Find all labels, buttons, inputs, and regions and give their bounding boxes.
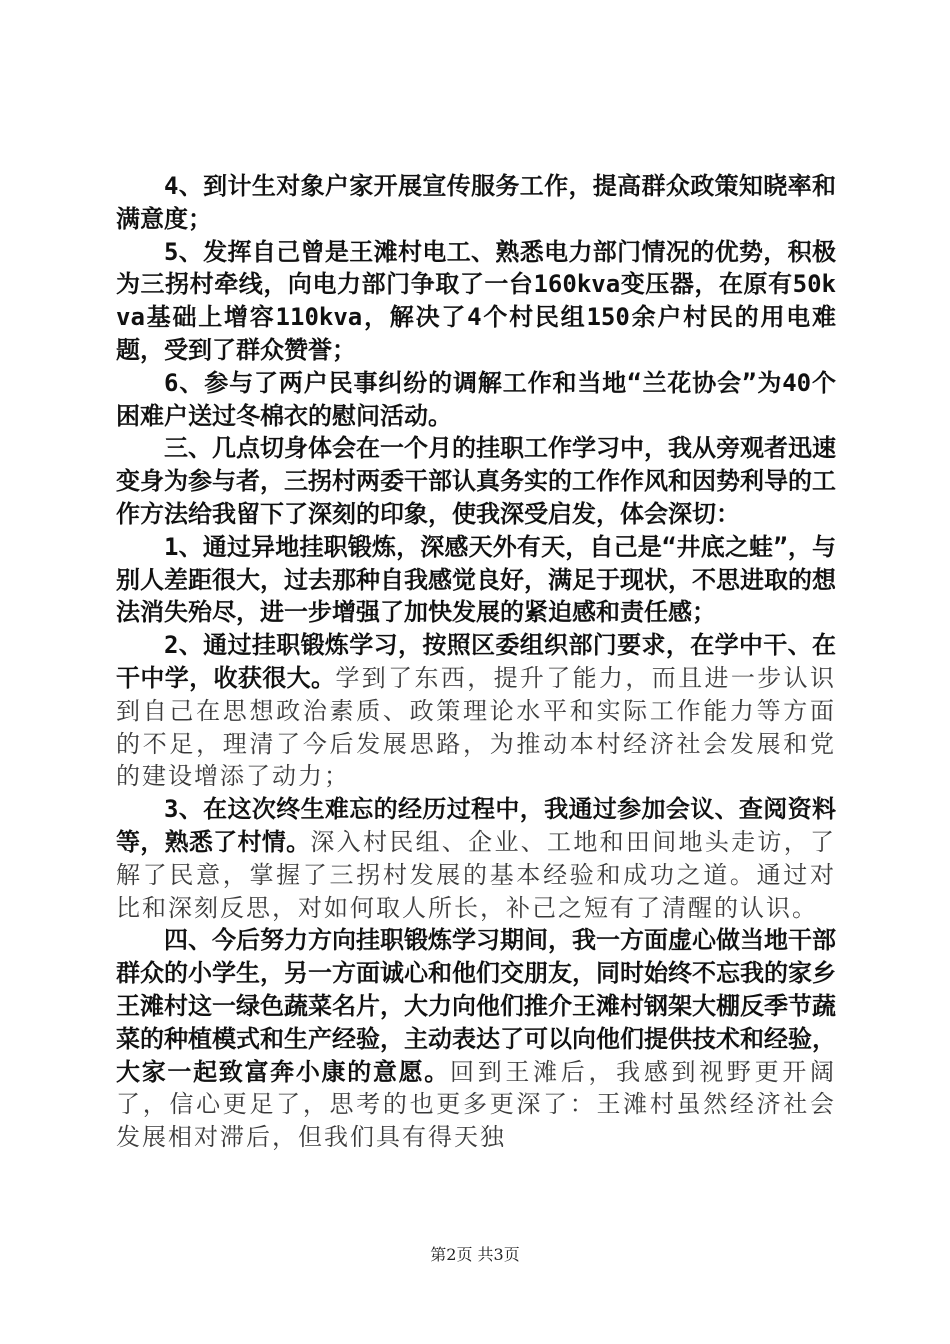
paragraph-insight-3: [116, 793, 836, 924]
text-segment: 回到王滩后，我感到视野更开阔了，信心更足了，思考的也更多更深了：王滩村虽然经济社会发展相对滞后，但我们具有得天独: [116, 1057, 836, 1152]
page-number-footer: 第2页 共3页: [430, 1245, 520, 1264]
text-segment: 2、通过挂职锻炼学习，按照区委组织部门要求，在学中干、在干中学，收获很大。: [116, 631, 836, 692]
text-segment: 6、参与了两户民事纠纷的调解工作和当地“兰花协会”为40个困难户送过冬棉衣的慰问活动。: [116, 368, 836, 430]
text-segment: 1、通过异地挂职锻炼，深感天外有天，自己是“井底之蛙”，与别人差距很大，过去那种自我感觉良好，满足于现状，不思进取的想法消失殆尽，进一步增强了加快发展的紧迫感和责任感；: [116, 532, 836, 627]
document-body: [116, 170, 836, 1154]
text-segment: 3、在这次终生难忘的经历过程中，我通过参加会议、查阅资料等，熟悉了村情。: [116, 795, 836, 856]
paragraph-section-3: [116, 432, 836, 530]
text-segment: 四、今后努力方向挂职锻炼学习期间，我一方面虚心做当地干部群众的小学生，另一方面诚心和他们交朋友，同时始终不忘我的家乡王滩村这一绿色蔬菜名片，大力向他们推介王滩村钢架大棚反季节蔬菜的种植模式和生产经验，主动表达了可以向他们提供技术和经验，大家一起致富奔小康的意愿。: [116, 926, 836, 1086]
paragraph-item-6: [116, 367, 836, 433]
paragraph-item-4: [116, 170, 836, 236]
text-segment: 4、到计生对象户家开展宣传服务工作，提高群众政策知晓率和满意度；: [116, 172, 836, 233]
text-segment: 三、几点切身体会在一个月的挂职工作学习中，我从旁观者迅速变身为参与者，三拐村两委干部认真务实的工作作风和因势利导的工作方法给我留下了深刻的印象，使我深受启发，体会深切：: [116, 434, 836, 528]
text-segment: 5、发挥自己曾是王滩村电工、熟悉电力部门情况的优势，积极为三拐村牵线，向电力部门争取了一台160kva变压器，在原有50kva基础上增容110kva，解决了4个村民组150余户村民的用电难题，受到了群众赞誉；: [116, 237, 836, 364]
paragraph-item-5: [116, 236, 836, 367]
text-segment: 深入村民组、企业、工地和田间地头走访，了解了民意，掌握了三拐村发展的基本经验和成功之道。通过对比和深刻反思，对如何取人所长，补己之短有了清醒的认识。: [116, 827, 837, 922]
text-segment: 学到了东西，提升了能力，而且进一步认识到自己在思想政治素质、政策理论水平和实际工作能力等方面的不足，理清了今后发展思路，为推动本村经济社会发展和党的建设增添了动力；: [116, 663, 837, 791]
paragraph-insight-2: [116, 629, 836, 793]
paragraph-section-4: [116, 924, 836, 1154]
paragraph-insight-1: [116, 531, 836, 629]
